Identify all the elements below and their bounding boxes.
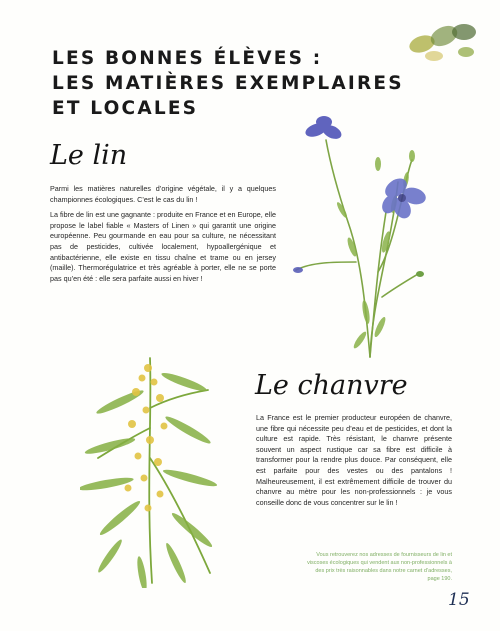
watercolor-splash [404, 20, 484, 72]
page-number: 15 [448, 590, 470, 610]
lin-paragraph-2: La fibre de lin est une gagnante : produite en France et en Europe, elle propose le label fiable « Masters of Linen » qui garantit une origine européenne. Peu gourmande en eau pour sa culture, ne nécessitant pas de pesticides, cultivée localement, hypoallergénique et antibactérienne, elle existe en tissu chaîne et trame ou en jersey (maille). Thermorégulatrice et très agréable à porter, elle ne se porte pas qu’en été : elle sera parfaite aussi en hiver ! [50, 210, 276, 283]
chanvre-text [256, 413, 452, 513]
lin-heading: Le lin [50, 140, 128, 171]
chanvre-paragraph-1: La France est le premier producteur européen de chanvre, une fibre qui nécessite peu d’eau et de pesticides, et dont la culture est rapide. Très résistant, le chanvre présente souvent un aspect rustique car sa fibre est difficile à transformer pour la rendre plus douce. Par conséquent, elle est parfaite pour des vestes ou des pantalons ! Malheureusement, il est extrêmement difficile de trouver du chanvre au mètre pour les non-professionnels : je vous conseille donc de vous concentrer sur le lin ! [256, 413, 452, 507]
title-line-1: LES BONNES ÉLÈVES : [52, 48, 323, 69]
addresses-note: Vous retrouverez nos adresses de fournisseurs de lin et viscoses écologiques qui vendent aux non-professionnels à des prix très raisonnables dans notre carnet d’adresses, page 190. [307, 552, 452, 582]
hemp-plant-illustration [80, 338, 240, 588]
lin-text [50, 184, 276, 289]
title-line-3: ET LOCALES [52, 98, 199, 119]
lin-paragraph-1: Parmi les matières naturelles d’origine végétale, il y a quelques championnes écologiques. C’est le cas du lin ! [50, 184, 276, 204]
page-title [52, 46, 404, 121]
chanvre-heading: Le chanvre [255, 370, 408, 401]
title-line-2: LES MATIÈRES EXEMPLAIRES [52, 73, 404, 94]
flax-flower-illustration [286, 112, 446, 362]
